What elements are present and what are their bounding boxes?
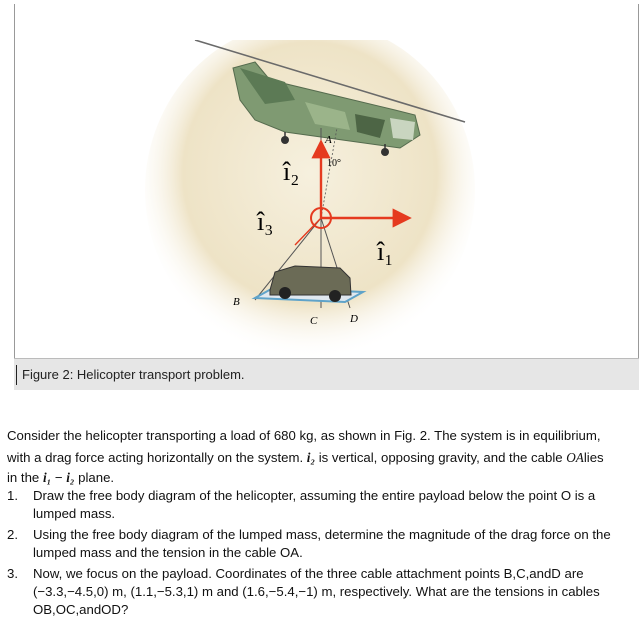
sky-background [145,40,475,360]
label-axis-i1: î₁ [377,237,394,266]
intro-line-2-b: is vertical, opposing gravity, and the cable [315,450,567,465]
helicopter-illustration [145,40,475,360]
list-item [7,526,627,562]
question-list [7,487,627,619]
label-point-d: D [350,313,358,325]
vector-i2: i₂ [306,450,316,465]
caption-rule [16,365,17,385]
label-angle: 10° [327,158,341,169]
label-point-c: C [310,315,318,327]
intro-line-3 [7,469,627,487]
figure-caption-bar [14,358,639,390]
problem-statement [7,425,627,622]
intro-line-3-a: in the [7,470,43,485]
label-axis-i2: î₂ [283,157,300,186]
list-item-number: 2. [7,527,18,542]
label-point-b: B [233,296,240,308]
list-item-text: Draw the free body diagram of the helicopter, assuming the entire payload below the point O is a lumped mass. [33,488,596,521]
list-item-number: 1. [7,488,18,503]
minus-sign: − [51,470,67,485]
list-item-text: Using the free body diagram of the lumped mass, determine the magnitude of the drag force on the lumped mass and the tension in the cable OA. [33,527,611,560]
list-item [7,565,627,619]
list-item-number: 3. [7,566,18,581]
intro-line-2 [7,447,627,469]
vector-i1: i₁ [42,470,52,485]
intro-line-1: Consider the helicopter transporting a load of 680 kg, as shown in Fig. 2. The system is in equilibrium, [7,428,601,443]
list-item-text: Now, we focus on the payload. Coordinates of the three cable attachment points B,C,andD are (−3.3,−4.5,0) m, (1.1,−5.3,1) m and (1.6,−5.4,−1) m, respectively. What are the tensions in cables OB,OC,andOD? [33,566,600,617]
intro-line-2-a: with a drag force acting horizontally on the system. [7,450,307,465]
figure-caption: Figure 2: Helicopter transport problem. [22,367,245,382]
label-point-a: A [325,134,332,146]
vector-i2-plane: i₂ [66,470,75,485]
cable-oa: OA [566,450,584,465]
label-axis-i3: î₃ [257,207,274,236]
intro-line-3-b: plane. [74,470,115,485]
intro-line-2-c: lies [583,450,604,465]
list-item [7,487,627,523]
